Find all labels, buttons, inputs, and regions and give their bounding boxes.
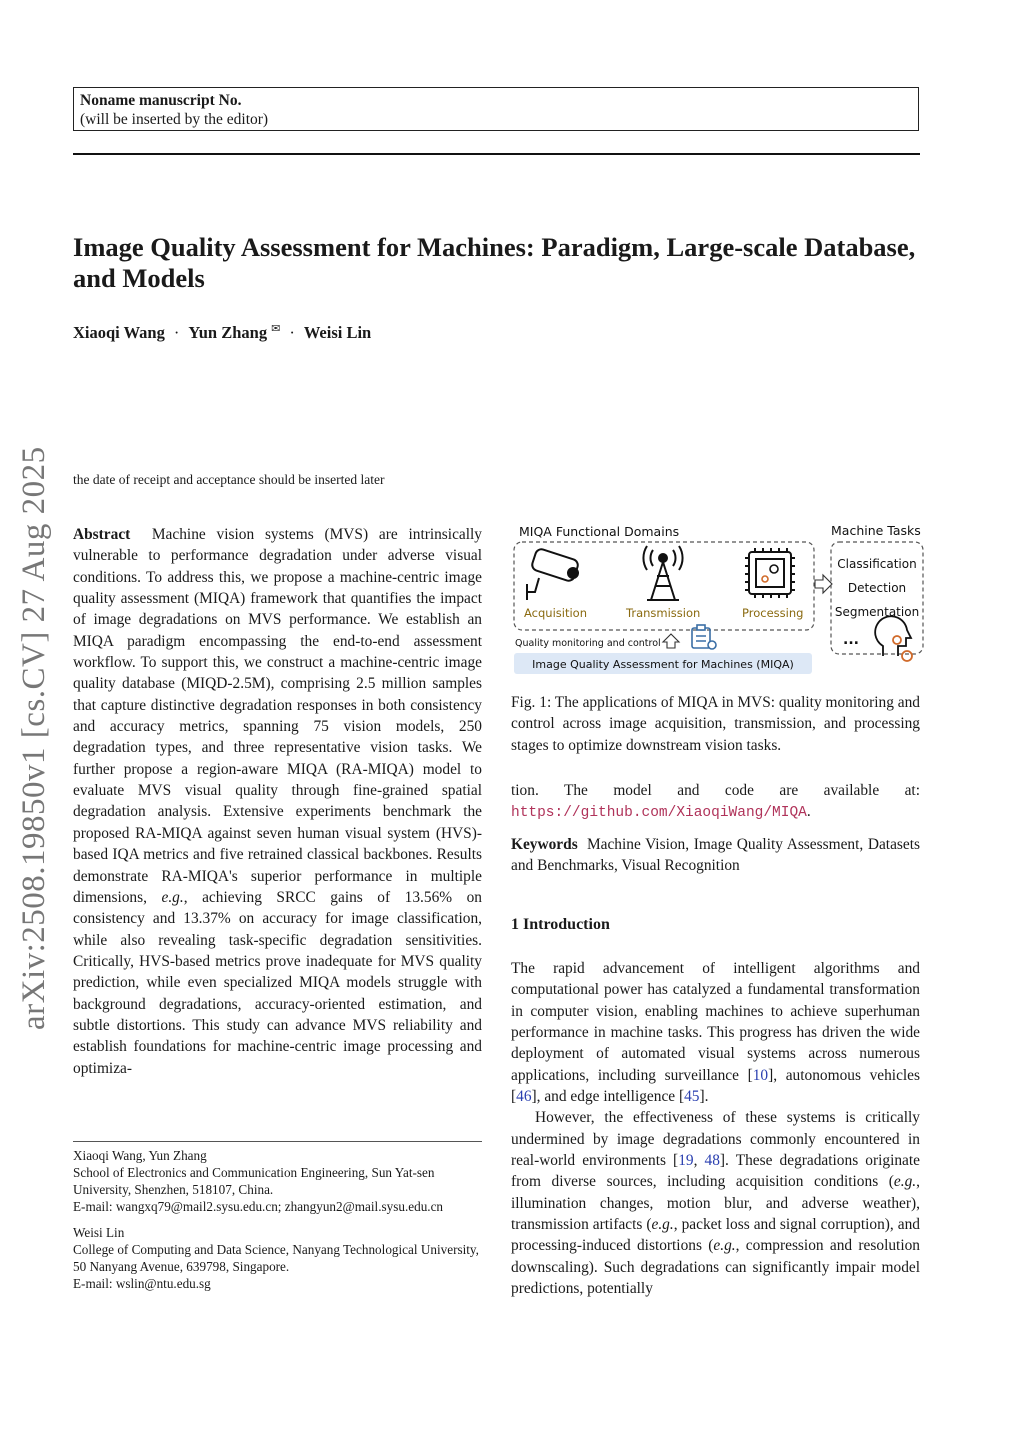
task-detection: Detection xyxy=(847,581,907,595)
manuscript-number: Noname manuscript No. xyxy=(80,92,242,109)
arrow-up-icon xyxy=(663,634,679,648)
abstract-text: Machine vision systems (MVS) are intrinsically vulnerable to performance degradation under adverse visual conditions. To address this, we propose a machine-centric image quality assessment (MIQA) framework that quantifies the impact of image degradations on MVS performance. We establish an MIQA paradigm encompassing the end-to-end assessment workflow. To support this, we construct a machine-centric image quality database (MIQD-2.5M), comprising 2.5 million samples that capture distinctive degradation responses in both consistency and accuracy metrics, spanning 75 vision models, 250 degradation types, and three representative vision tasks. We further propose a region-aware MIQA (RA-MIQA) model to evaluate MVS visual quality through fine-grained spatial degradation analysis. Extensive experiments benchmark the proposed RA-MIQA against seven human visual system (HVS)-based IQA metrics and five retrained classical backbones. Results demonstrate RA-MIQA's superior performance in multiple dimensions, xyxy=(73,526,482,906)
affiliation-institution: School of Electronics and Communication Engineering, Sun Yat-sen University, Shenzhen, 518107, China. xyxy=(73,1165,435,1197)
task-segmentation: Segmentation xyxy=(834,605,920,619)
abstract-eg: e.g. xyxy=(161,888,184,906)
task-classification: Classification xyxy=(837,557,917,571)
camera-icon xyxy=(527,548,579,600)
affiliation-names: Xiaoqi Wang, Yun Zhang xyxy=(73,1148,207,1163)
citation-link[interactable]: 10 xyxy=(752,1066,769,1084)
stage-acquisition: Acquisition xyxy=(524,606,587,620)
keywords-heading: Keywords xyxy=(511,836,578,853)
affiliation-names: Weisi Lin xyxy=(73,1225,125,1240)
intro-paragraph: However, the effectiveness of these systems is critically undermined by image degradations commonly encountered in real-world environments [19, 48]. These degradations originate from diverse sources, including acquisition conditions (e.g., illumination changes, motion blur, and adverse weather), transmission artifacts (e.g., packet loss and signal corruption), and processing-induced distortions (e.g., compression and resolution downscaling). Such degradations can significantly impair model predictions, potentially xyxy=(511,1109,920,1298)
manuscript-box xyxy=(73,87,919,131)
processor-icon xyxy=(745,548,795,598)
availability xyxy=(511,780,920,825)
abstract xyxy=(73,524,482,1079)
section-number: 1 xyxy=(511,916,519,933)
introduction xyxy=(511,958,920,1300)
availability-text: tion. The model and code are available at: xyxy=(511,782,920,799)
citation-link[interactable]: 46 xyxy=(516,1088,532,1106)
envelope-icon: ✉ xyxy=(271,323,281,335)
author-name: Weisi Lin xyxy=(303,323,372,342)
date-line: the date of receipt and acceptance should be inserted later xyxy=(73,472,385,487)
arrow-right-icon xyxy=(815,575,832,593)
affiliation-email: E-mail: wangxq79@mail2.sysu.edu.cn; zhangyun2@mail.sysu.edu.cn xyxy=(73,1199,444,1214)
domains-title: MIQA Functional Domains xyxy=(519,524,680,539)
header-rule xyxy=(73,153,920,155)
author-separator: · xyxy=(173,323,180,342)
figure-caption: Fig. 1: The applications of MIQA in MVS: quality monitoring and control across image acquisition, transmission, and processing stages to optimize downstream vision tasks. xyxy=(511,694,920,754)
section-title: Introduction xyxy=(523,916,610,933)
citation-link[interactable]: 48 xyxy=(704,1152,720,1170)
tasks-ellipsis: ... xyxy=(843,632,859,648)
figure-1 xyxy=(511,520,926,680)
tasks-title: Machine Tasks xyxy=(831,523,921,538)
keywords xyxy=(511,834,920,877)
paper-title: Image Quality Assessment for Machines: Paradigm, Large-scale Database, and Models xyxy=(73,232,916,293)
author-separator: · xyxy=(289,323,295,342)
author-list xyxy=(73,322,371,343)
keywords-text: Machine Vision, Image Quality Assessment, Datasets and Benchmarks, Visual Recognition xyxy=(511,836,920,875)
tower-icon xyxy=(643,546,682,600)
stage-transmission: Transmission xyxy=(626,606,701,620)
clipboard-icon xyxy=(692,625,716,649)
author-name: Yun Zhang xyxy=(188,323,268,342)
arxiv-sidebar: arXiv:2508.19850v1 [cs.CV] 27 Aug 2025 xyxy=(16,446,52,1030)
affiliation-block xyxy=(73,1147,482,1215)
footnote-rule xyxy=(73,1141,482,1142)
author-name: Xiaoqi Wang xyxy=(73,323,165,342)
github-link[interactable]: https://github.com/XiaoqiWang/MIQA xyxy=(511,805,807,822)
monitor-label: Quality monitoring and control xyxy=(515,638,661,649)
availability-end: . xyxy=(806,803,811,821)
editor-note: (will be inserted by the editor) xyxy=(80,111,269,128)
section-heading xyxy=(511,916,610,934)
abstract-heading: Abstract xyxy=(73,526,131,543)
citation-link[interactable]: 45 xyxy=(684,1088,700,1106)
citation-link[interactable]: 19 xyxy=(678,1152,694,1170)
affiliation-block xyxy=(73,1224,482,1292)
intro-paragraph: The rapid advancement of intelligent algorithms and computational power has catalyzed a fundamental transformation in computer vision, enabling machines to achieve superhuman performance in machine tasks. This progress has driven the wide deployment of automated visual systems across numerous applications, including surveillance [10], autonomous vehicles [46], and edge intelligence [45]. xyxy=(511,960,920,1106)
stage-processing: Processing xyxy=(742,606,804,620)
abstract-text-cont: , achieving SRCC gains of 13.56% on consistency and 13.37% on accuracy for image classification, while also revealing task-specific degradation sensitivities. Critically, HVS-based metrics prove inadequate for MVS quality prediction, while even specialized MIQA models struggle with background degradations, accuracy-oriented estimation, and subtle distortions. This study can advance MVS reliability and establish foundations for machine-centric image processing and optimiza- xyxy=(73,888,482,1077)
affiliation-institution: College of Computing and Data Science, Nanyang Technological University, 50 Nanyang Avenue, 639798, Singapore. xyxy=(73,1242,479,1274)
affiliations xyxy=(73,1147,482,1301)
miqa-bar-label: Image Quality Assessment for Machines (MIQA) xyxy=(532,658,794,671)
affiliation-email: E-mail: wslin@ntu.edu.sg xyxy=(73,1276,211,1291)
